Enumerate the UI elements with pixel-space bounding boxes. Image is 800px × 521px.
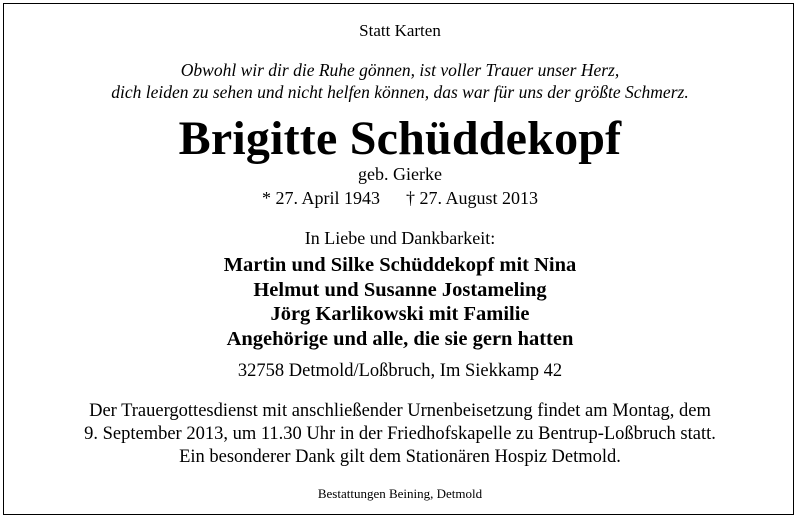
service-line: 9. September 2013, um 11.30 Uhr in der Friedhofskapelle zu Bentrup-Loßbruch statt. <box>84 424 716 444</box>
birth-name: geb. Gierke <box>358 164 442 184</box>
funeral-home-credit: Bestattungen Beining, Detmold <box>317 486 483 501</box>
life-dates <box>0 186 800 210</box>
mourner-line: Jörg Karlikowski mit Familie <box>270 303 530 325</box>
poem <box>0 59 800 103</box>
thanks-line: In Liebe und Dankbarkeit: <box>304 228 496 248</box>
header-statt-karten: Statt Karten <box>359 21 441 40</box>
poem-line: Obwohl wir dir die Ruhe gönnen, ist voller Trauer unser Herz, <box>180 60 620 80</box>
mourner-line: Helmut und Susanne Jostameling <box>253 278 547 301</box>
mourner-line: Angehörige und alle, die sie gern hatten <box>226 327 574 350</box>
poem-line: dich leiden zu sehen und nicht helfen können, das war für uns der größte Schmerz. <box>111 82 689 102</box>
service-line: Der Trauergottesdienst mit anschließender Urnenbeisetzung findet am Montag, dem <box>89 401 711 421</box>
death-date: † 27. August 2013 <box>406 188 539 208</box>
deceased-name: Brigitte Schüddekopf <box>178 112 622 165</box>
funeral-service-text <box>0 400 800 469</box>
family-address: 32758 Detmold/Loßbruch, Im Siekkamp 42 <box>237 361 563 381</box>
service-line: Ein besonderer Dank gilt dem Stationären Hospiz Detmold. <box>179 447 621 467</box>
birth-date: * 27. April 1943 <box>261 188 380 208</box>
mourner-line: Martin und Silke Schüddekopf mit Nina <box>223 254 577 276</box>
mourners-list <box>0 253 800 351</box>
